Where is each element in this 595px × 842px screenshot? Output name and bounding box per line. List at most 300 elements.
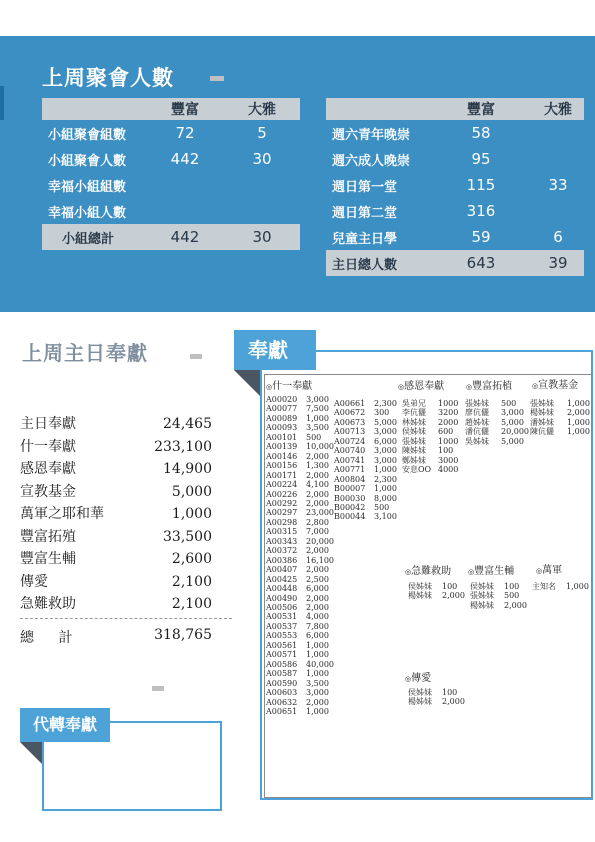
category-heading-thanks bbox=[398, 377, 444, 392]
donor-amount: 10,000 bbox=[306, 442, 334, 452]
offering-amount: 24,465 bbox=[163, 416, 212, 432]
offering-row bbox=[20, 436, 212, 459]
donor-id: A00672 bbox=[334, 408, 366, 418]
table-row bbox=[326, 198, 584, 224]
thanks-list bbox=[402, 399, 458, 475]
donor-entry bbox=[334, 437, 397, 446]
donor-amount: 3,500 bbox=[306, 423, 329, 433]
attendance-panel bbox=[0, 36, 595, 312]
row-label: 小組聚會人數 bbox=[48, 153, 127, 169]
donor-entry bbox=[402, 456, 458, 465]
donor-id: A00651 bbox=[266, 706, 298, 716]
offering-amount: 2,600 bbox=[171, 551, 212, 567]
offering-label: 主日奉獻 bbox=[20, 416, 76, 432]
donor-entry bbox=[266, 594, 334, 603]
donor-id: 廖伉儷 bbox=[465, 408, 489, 418]
category-label: 豐富生輔 bbox=[474, 566, 515, 577]
donor-id: A00146 bbox=[266, 451, 298, 461]
donor-amount: 100 bbox=[438, 446, 454, 456]
donor-id: 張姊妹 bbox=[465, 399, 489, 408]
donor-amount: 3,100 bbox=[374, 512, 397, 522]
donor-id: A00315 bbox=[266, 527, 298, 537]
offering-amount: 14,900 bbox=[163, 461, 212, 477]
table-row bbox=[42, 172, 300, 198]
donor-amount: 2,000 bbox=[504, 600, 527, 610]
donor-id: A00372 bbox=[266, 546, 298, 556]
row-value-fengfu: 95 bbox=[471, 150, 491, 168]
donor-entry bbox=[266, 688, 334, 697]
donor-entry bbox=[266, 395, 334, 404]
donor-amount: 500 bbox=[504, 591, 520, 601]
donor-entry bbox=[266, 490, 334, 499]
donor-id: A00077 bbox=[266, 404, 298, 414]
row-value-fengfu: 59 bbox=[471, 228, 491, 246]
donor-amount: 1,000 bbox=[567, 399, 590, 408]
total-label: 主日總人數 bbox=[326, 250, 430, 276]
offering-row bbox=[20, 593, 212, 616]
ring-bullet-icon: ◎ bbox=[405, 568, 412, 576]
donor-id: 侯姊妹 bbox=[402, 427, 426, 437]
row-value-fengfu: 58 bbox=[471, 124, 491, 142]
donor-id: 楊姊妹 bbox=[408, 697, 432, 707]
donor-entry bbox=[402, 437, 458, 446]
donor-entry bbox=[402, 427, 458, 436]
donor-id: A00661 bbox=[334, 399, 366, 408]
category-label: 急難救助 bbox=[411, 566, 452, 577]
table-row bbox=[326, 224, 584, 250]
header-blank bbox=[42, 98, 146, 120]
donor-amount: 1000 bbox=[438, 399, 459, 408]
donor-id: 侯姊妹 bbox=[408, 688, 432, 697]
donor-amount: 2,000 bbox=[306, 602, 329, 612]
donor-entry bbox=[266, 641, 334, 650]
donor-id: 趙姊妹 bbox=[465, 417, 489, 427]
donor-amount: 40,000 bbox=[306, 659, 334, 669]
category-heading-tithe bbox=[266, 377, 312, 392]
header-blank bbox=[326, 98, 430, 120]
header-col-fengfu: 豐富 bbox=[146, 98, 224, 120]
donor-id: 侯姊妹 bbox=[408, 582, 432, 591]
donor-amount: 16,100 bbox=[306, 555, 334, 565]
donor-entry bbox=[334, 446, 397, 455]
donor-amount: 4,000 bbox=[306, 612, 329, 622]
donor-id: 潘伉儷 bbox=[465, 427, 489, 437]
donor-amount: 1,000 bbox=[567, 417, 590, 427]
row-value-daya bbox=[224, 172, 300, 198]
ring-bullet-icon: ◎ bbox=[405, 675, 412, 683]
header-col-daya: 大雅 bbox=[532, 98, 584, 120]
donor-entry bbox=[334, 456, 397, 465]
donor-amount: 1,300 bbox=[306, 461, 329, 471]
offering-label: 急難救助 bbox=[20, 596, 76, 612]
donor-entry bbox=[266, 612, 334, 621]
donor-id: 楊姊妹 bbox=[408, 591, 432, 601]
donor-amount: 2,000 bbox=[442, 697, 465, 707]
donor-entry bbox=[334, 408, 397, 417]
donor-id: 鄭姊妹 bbox=[402, 455, 426, 465]
donor-id: A00724 bbox=[334, 436, 366, 446]
donor-entry bbox=[465, 408, 529, 417]
donor-id: A00506 bbox=[266, 602, 298, 612]
donor-amount: 2,000 bbox=[306, 593, 329, 603]
donor-entry bbox=[266, 433, 334, 442]
donor-entry bbox=[470, 601, 527, 610]
donor-amount: 1,000 bbox=[306, 650, 329, 660]
category-heading-fengfu-tuozhi bbox=[466, 377, 512, 392]
donor-id: A00553 bbox=[266, 631, 298, 641]
row-value-daya bbox=[532, 198, 584, 224]
offering-row bbox=[20, 481, 212, 504]
donor-id: 主知名 bbox=[532, 582, 556, 591]
small-group-table bbox=[42, 98, 300, 250]
offering-row bbox=[20, 571, 212, 594]
total-value-daya: 39 bbox=[532, 250, 584, 276]
donor-id: A00531 bbox=[266, 612, 298, 622]
donor-entry bbox=[530, 427, 590, 436]
row-value-fengfu: 115 bbox=[466, 176, 496, 194]
donor-id: B00044 bbox=[334, 512, 366, 522]
donor-id: A00804 bbox=[334, 474, 366, 484]
table-total-row bbox=[326, 250, 584, 276]
donor-id: 張姊妹 bbox=[402, 436, 426, 446]
attendance-title: 上周聚會人數 bbox=[42, 66, 174, 90]
offering-details-title: 奉獻 bbox=[234, 330, 316, 370]
donor-amount: 4,100 bbox=[306, 480, 329, 490]
donor-entry bbox=[465, 418, 529, 427]
category-label: 豐富拓植 bbox=[472, 381, 513, 392]
donor-id: A00561 bbox=[266, 640, 298, 650]
donor-amount: 100 bbox=[504, 582, 520, 591]
donor-amount: 2,500 bbox=[306, 574, 329, 584]
donor-amount: 5,000 bbox=[501, 417, 524, 427]
donor-amount: 20,000 bbox=[306, 536, 334, 546]
donor-id: 楊姊妹 bbox=[530, 408, 554, 418]
donor-amount: 1,000 bbox=[306, 669, 329, 679]
donor-entry bbox=[266, 622, 334, 631]
donor-id: A00156 bbox=[266, 461, 298, 471]
ring-bullet-icon: ◎ bbox=[532, 382, 539, 390]
offering-row bbox=[20, 458, 212, 481]
donor-amount: 100 bbox=[442, 688, 458, 697]
donor-amount: 2,000 bbox=[306, 565, 329, 575]
donor-id: A00490 bbox=[266, 593, 298, 603]
donor-entry bbox=[530, 408, 590, 417]
offering-total-label: 總 計 bbox=[20, 630, 83, 646]
category-heading-mission bbox=[532, 376, 578, 391]
donor-id: 吳弟兄 bbox=[402, 399, 426, 408]
donor-amount: 7,000 bbox=[306, 527, 329, 537]
donor-id: A00586 bbox=[266, 659, 298, 669]
donor-id: 陳姊妹 bbox=[402, 446, 426, 456]
donor-entry bbox=[266, 452, 334, 461]
donor-amount: 2,000 bbox=[306, 697, 329, 707]
donor-id: 楊姊妹 bbox=[470, 600, 494, 610]
offering-amount: 2,100 bbox=[171, 596, 212, 612]
donor-amount: 3,000 bbox=[374, 446, 397, 456]
donor-id: A00093 bbox=[266, 423, 298, 433]
donor-amount: 3,500 bbox=[306, 678, 329, 688]
donor-amount: 2,000 bbox=[306, 498, 329, 508]
donor-id: A00741 bbox=[334, 455, 366, 465]
donor-id: A00407 bbox=[266, 565, 298, 575]
donor-entry bbox=[408, 697, 465, 706]
tithe-list-col2 bbox=[334, 399, 397, 522]
donor-entry bbox=[266, 565, 334, 574]
mission-list bbox=[530, 399, 590, 437]
donor-entry bbox=[266, 414, 334, 423]
offering-label: 萬軍之耶和華 bbox=[20, 506, 104, 522]
donor-id: A00713 bbox=[334, 427, 366, 437]
donor-entry bbox=[266, 527, 334, 536]
donor-id: A00089 bbox=[266, 413, 298, 423]
offering-row bbox=[20, 503, 212, 526]
donor-amount: 3000 bbox=[438, 455, 459, 465]
row-value-fengfu: 72 bbox=[175, 124, 195, 142]
love-list bbox=[408, 688, 465, 707]
donor-amount: 23,000 bbox=[306, 508, 334, 518]
table-total-row bbox=[42, 224, 300, 250]
hosts-list bbox=[532, 582, 589, 591]
donor-id: A00673 bbox=[334, 417, 366, 427]
offering-label: 宣教基金 bbox=[20, 483, 76, 500]
title-dash bbox=[210, 76, 224, 81]
offering-label: 感恩奉獻 bbox=[20, 461, 76, 477]
donor-id: A00298 bbox=[266, 517, 298, 527]
offering-amount: 233,100 bbox=[154, 438, 212, 455]
offering-amount: 1,000 bbox=[171, 506, 212, 522]
donor-id: A00386 bbox=[266, 555, 298, 565]
row-value-fengfu: 442 bbox=[170, 150, 200, 168]
donor-entry bbox=[334, 418, 397, 427]
donor-amount: 5,000 bbox=[374, 417, 397, 427]
donor-entry bbox=[402, 446, 458, 455]
donor-amount: 1,000 bbox=[374, 484, 397, 494]
row-value-fengfu: 316 bbox=[466, 202, 496, 220]
donor-entry bbox=[266, 404, 334, 413]
sunday-service-table bbox=[326, 98, 584, 276]
donor-amount: 6,000 bbox=[306, 584, 329, 594]
category-label: 宣教基金 bbox=[538, 380, 579, 391]
donor-amount: 3,000 bbox=[374, 427, 397, 437]
donor-id: A00587 bbox=[266, 669, 298, 679]
donor-amount: 100 bbox=[442, 582, 458, 591]
donor-id: 林姊妹 bbox=[402, 417, 426, 427]
category-heading-fengfu-shengfu bbox=[468, 562, 514, 577]
total-label: 小組總計 bbox=[42, 224, 146, 250]
donor-id: A00740 bbox=[334, 446, 366, 456]
donor-entry bbox=[334, 512, 397, 521]
donor-id: A00590 bbox=[266, 678, 298, 688]
row-value-daya bbox=[532, 120, 584, 146]
donor-entry bbox=[266, 471, 334, 480]
donor-id: A00224 bbox=[266, 480, 298, 490]
category-heading-love bbox=[405, 669, 431, 684]
donor-entry bbox=[266, 650, 334, 659]
donor-amount: 1,000 bbox=[306, 640, 329, 650]
row-label: 兒童主日學 bbox=[332, 231, 398, 247]
donor-amount: 2,000 bbox=[567, 408, 590, 418]
donor-id: B00030 bbox=[334, 493, 366, 503]
section-dash bbox=[152, 686, 164, 691]
donor-id: A00020 bbox=[266, 395, 298, 404]
accent-bar bbox=[0, 86, 4, 120]
donor-entry bbox=[334, 399, 397, 408]
donor-amount: 500 bbox=[374, 502, 390, 512]
table-header-row bbox=[42, 98, 300, 120]
offering-label: 豐富拓殖 bbox=[20, 528, 76, 545]
donor-amount: 3,000 bbox=[501, 408, 524, 418]
donor-amount: 2,000 bbox=[306, 546, 329, 556]
donor-entry bbox=[334, 427, 397, 436]
row-value-daya: 5 bbox=[257, 124, 267, 142]
donor-id: 張姊妹 bbox=[530, 399, 554, 408]
donor-amount: 7,800 bbox=[306, 621, 329, 631]
offering-label: 什一奉獻 bbox=[20, 438, 76, 455]
donor-amount: 5,000 bbox=[501, 436, 524, 446]
divider bbox=[20, 618, 232, 619]
donor-amount: 6,000 bbox=[374, 436, 397, 446]
donor-amount: 300 bbox=[374, 408, 390, 418]
donor-entry bbox=[408, 591, 465, 600]
donor-id: B00042 bbox=[334, 502, 366, 512]
donor-amount: 2,000 bbox=[306, 489, 329, 499]
table-row bbox=[326, 120, 584, 146]
donor-id: A00448 bbox=[266, 584, 298, 594]
donor-amount: 2,000 bbox=[306, 451, 329, 461]
donor-amount: 2,800 bbox=[306, 517, 329, 527]
offering-list bbox=[20, 413, 212, 616]
donor-id: A00101 bbox=[266, 432, 298, 442]
donor-id: A00171 bbox=[266, 470, 298, 480]
donor-entry bbox=[470, 591, 527, 600]
donor-amount: 1,000 bbox=[566, 582, 589, 591]
donor-amount: 3,000 bbox=[374, 455, 397, 465]
table-row bbox=[42, 146, 300, 172]
row-label: 週六青年晚崇 bbox=[332, 127, 411, 143]
donor-entry bbox=[530, 418, 590, 427]
offering-label: 傳愛 bbox=[20, 573, 48, 590]
donor-entry bbox=[266, 631, 334, 640]
category-label: 萬軍 bbox=[542, 565, 563, 576]
row-value-fengfu bbox=[146, 198, 224, 224]
offering-row bbox=[20, 413, 212, 436]
donor-id: A00297 bbox=[266, 508, 298, 518]
table-row bbox=[42, 120, 300, 146]
donor-id: A00139 bbox=[266, 442, 298, 452]
donor-amount: 3200 bbox=[438, 408, 459, 418]
donor-amount: 3,000 bbox=[306, 688, 329, 698]
category-label: 傳愛 bbox=[411, 673, 432, 684]
donor-entry bbox=[266, 575, 334, 584]
donor-entry bbox=[334, 503, 397, 512]
row-label: 幸福小組組數 bbox=[48, 179, 127, 195]
table-row bbox=[326, 172, 584, 198]
total-value-fengfu: 643 bbox=[430, 250, 532, 276]
row-value-fengfu bbox=[146, 172, 224, 198]
ring-bullet-icon: ◎ bbox=[398, 383, 405, 391]
header-col-daya: 大雅 bbox=[224, 98, 300, 120]
donor-amount: 600 bbox=[438, 427, 454, 437]
relief-list bbox=[408, 582, 465, 601]
donor-amount: 2000 bbox=[438, 417, 459, 427]
donor-amount: 2,300 bbox=[374, 399, 397, 408]
donor-id: 潘姊妹 bbox=[530, 417, 554, 427]
ring-bullet-icon: ◎ bbox=[266, 383, 273, 391]
donor-amount: 500 bbox=[306, 432, 322, 442]
donor-entry bbox=[465, 437, 529, 446]
donor-id: B00007 bbox=[334, 484, 366, 494]
offering-row bbox=[20, 548, 212, 571]
table-row bbox=[42, 198, 300, 224]
donor-entry bbox=[402, 418, 458, 427]
offering-total-amount: 318,765 bbox=[154, 627, 212, 643]
donor-entry bbox=[465, 427, 529, 436]
donor-entry bbox=[334, 494, 397, 503]
donor-id: A00226 bbox=[266, 489, 298, 499]
donor-entry bbox=[334, 465, 397, 474]
donor-entry bbox=[402, 408, 458, 417]
row-value-daya bbox=[224, 198, 300, 224]
donor-entry bbox=[334, 475, 397, 484]
table-row bbox=[326, 146, 584, 172]
donor-entry bbox=[266, 679, 334, 688]
row-value-daya: 6 bbox=[553, 228, 563, 246]
category-label: 什一奉獻 bbox=[272, 381, 313, 392]
donor-entry bbox=[266, 537, 334, 546]
title-dash bbox=[190, 354, 202, 359]
donor-amount: 8,000 bbox=[374, 493, 397, 503]
donor-id: 安息OO bbox=[402, 465, 432, 475]
donor-entry bbox=[266, 442, 334, 451]
offering-amount: 5,000 bbox=[171, 483, 212, 500]
row-value-daya: 30 bbox=[252, 150, 272, 168]
donor-amount: 1,000 bbox=[306, 706, 329, 716]
header-col-fengfu: 豐富 bbox=[430, 98, 532, 120]
donor-entry bbox=[266, 707, 334, 716]
tithe-list-col1 bbox=[266, 395, 334, 716]
donor-entry bbox=[266, 669, 334, 678]
category-heading-relief bbox=[405, 562, 451, 577]
donor-id: A00343 bbox=[266, 536, 298, 546]
donor-id: 張姊妹 bbox=[470, 591, 494, 601]
label-fold bbox=[20, 742, 42, 764]
offering-row bbox=[20, 526, 212, 549]
total-value-daya: 30 bbox=[224, 224, 300, 250]
donor-entry bbox=[266, 461, 334, 470]
donor-id: A00425 bbox=[266, 574, 298, 584]
label-fold bbox=[234, 370, 260, 396]
offering-amount: 2,100 bbox=[171, 573, 212, 590]
offering-title: 上周主日奉獻 bbox=[22, 341, 148, 365]
offering-label: 豐富生輔 bbox=[20, 551, 76, 567]
donor-entry bbox=[266, 480, 334, 489]
donor-id: 陳伉儷 bbox=[530, 427, 554, 437]
row-label: 週日第一堂 bbox=[332, 179, 398, 195]
donor-entry bbox=[266, 603, 334, 612]
donor-entry bbox=[402, 465, 458, 474]
donor-id: A00632 bbox=[266, 697, 298, 707]
fengfu-shengfu-list bbox=[470, 582, 527, 610]
donor-amount: 2,000 bbox=[442, 591, 465, 601]
donor-amount: 3,000 bbox=[306, 395, 329, 404]
donor-entry bbox=[266, 508, 334, 517]
donor-entry bbox=[532, 582, 589, 591]
offering-total-row bbox=[20, 627, 212, 647]
donor-id: A00771 bbox=[334, 465, 366, 475]
donor-amount: 1,000 bbox=[567, 427, 590, 437]
donor-entry bbox=[266, 423, 334, 432]
row-label: 小組聚會組數 bbox=[48, 127, 127, 143]
